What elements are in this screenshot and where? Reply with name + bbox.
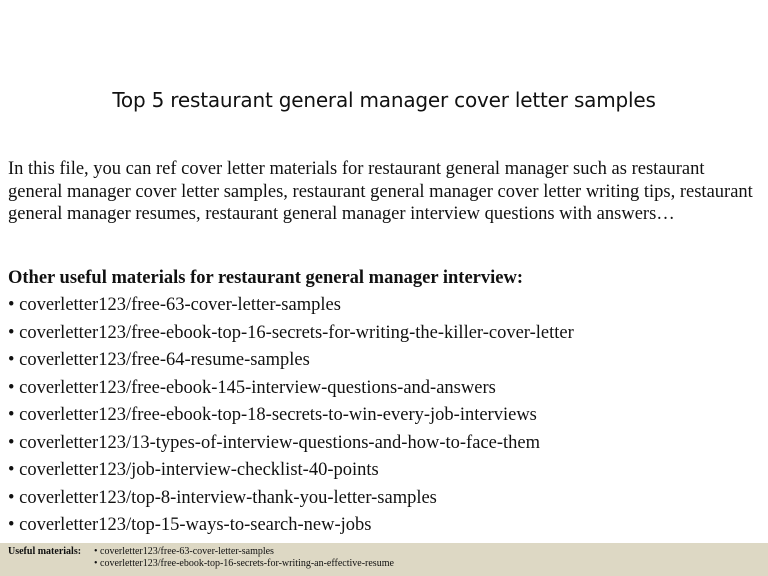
footer-item[interactable]: • coverletter123/free-63-cover-letter-samples [94, 546, 274, 557]
list-item[interactable]: • coverletter123/free-64-resume-samples [8, 350, 310, 370]
list-item[interactable]: • coverletter123/top-15-ways-to-search-new-jobs [8, 515, 372, 535]
footer-bar [0, 543, 768, 576]
list-item[interactable]: • coverletter123/job-interview-checklist-40-points [8, 460, 379, 480]
footer-label-separator: : [77, 546, 82, 557]
materials-list [8, 292, 756, 540]
footer-label-text: Useful materials [8, 546, 78, 557]
list-item[interactable]: • coverletter123/13-types-of-interview-questions-and-how-to-face-them [8, 432, 540, 453]
intro-paragraph: In this file, you can ref cover letter materials for restaurant general manager such as restaurant general manager cover letter samples, restaurant general manager cover letter writing tips, restaurant general manager resumes, restaurant general manager interview questions with answers… [8, 159, 753, 224]
list-item[interactable]: • coverletter123/free-ebook-top-18-secrets-to-win-every-job-interviews [8, 405, 537, 425]
footer-list [94, 546, 394, 570]
list-item[interactable]: • coverletter123/free-63-cover-letter-samples [8, 295, 341, 315]
list-item[interactable]: • coverletter123/free-ebook-145-interview-questions-and-answers [8, 377, 496, 398]
footer-item[interactable]: • coverletter123/free-ebook-top-16-secrets-for-writing-an-effective-resume [94, 558, 394, 569]
slide-title: Top 5 restaurant general manager cover letter samples [112, 88, 656, 112]
list-item[interactable]: • coverletter123/free-ebook-top-16-secrets-for-writing-the-killer-cover-letter [8, 322, 574, 343]
footer-label [8, 546, 81, 558]
list-item[interactable]: • coverletter123/top-8-interview-thank-you-letter-samples [8, 487, 437, 508]
materials-heading: Other useful materials for restaurant general manager interview: [8, 268, 523, 288]
